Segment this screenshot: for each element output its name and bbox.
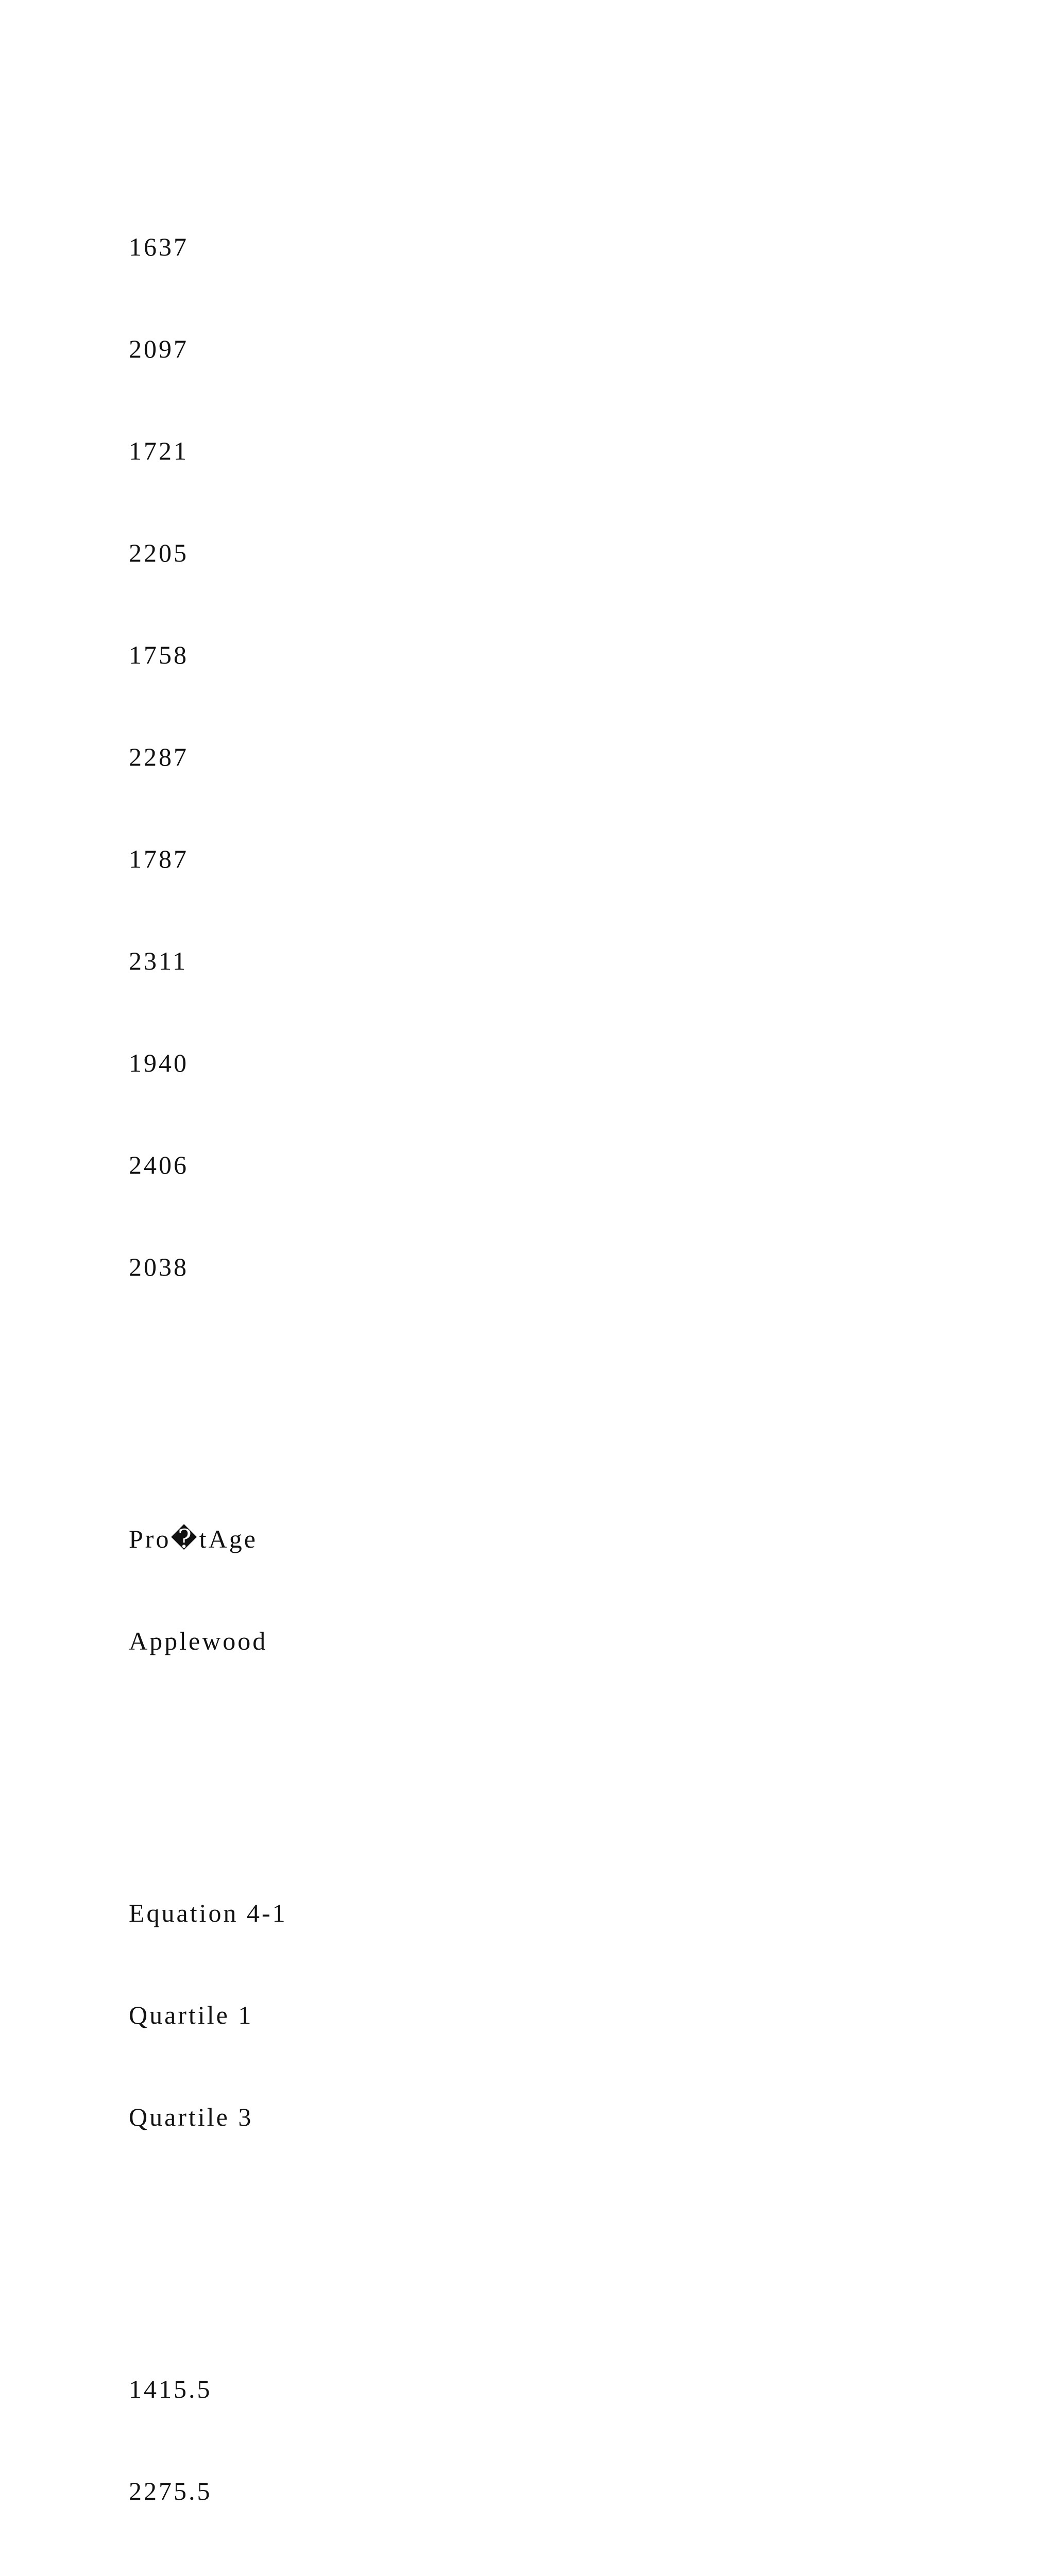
- document-text-column: [129, 128, 953, 2576]
- value-line: 2205: [129, 538, 189, 567]
- quartile-1-label: Quartile 1: [129, 2001, 253, 2029]
- value-line: 1637: [129, 232, 189, 261]
- equation-title: Equation 4-1: [129, 1899, 287, 1927]
- profit-age-label: Pro�tAge: [129, 1524, 258, 1553]
- value-line: 2311: [129, 946, 188, 975]
- value-line: 2097: [129, 334, 189, 363]
- quartile-3-label: Quartile 3: [129, 2103, 253, 2131]
- quartile-value: 1415.5: [129, 2375, 212, 2403]
- value-line: 1940: [129, 1048, 189, 1077]
- value-line: 1787: [129, 844, 189, 873]
- value-line: 2287: [129, 742, 189, 771]
- quartile-value: 2275.5: [129, 2477, 212, 2505]
- value-line: 1758: [129, 640, 189, 669]
- blank-line: [129, 1386, 953, 1420]
- value-line: 2038: [129, 1252, 189, 1281]
- blank-line: [129, 2236, 953, 2270]
- applewood-label: Applewood: [129, 1626, 268, 1655]
- value-line: 1721: [129, 436, 189, 465]
- blank-line: [129, 1760, 953, 1794]
- value-line: 2406: [129, 1150, 189, 1179]
